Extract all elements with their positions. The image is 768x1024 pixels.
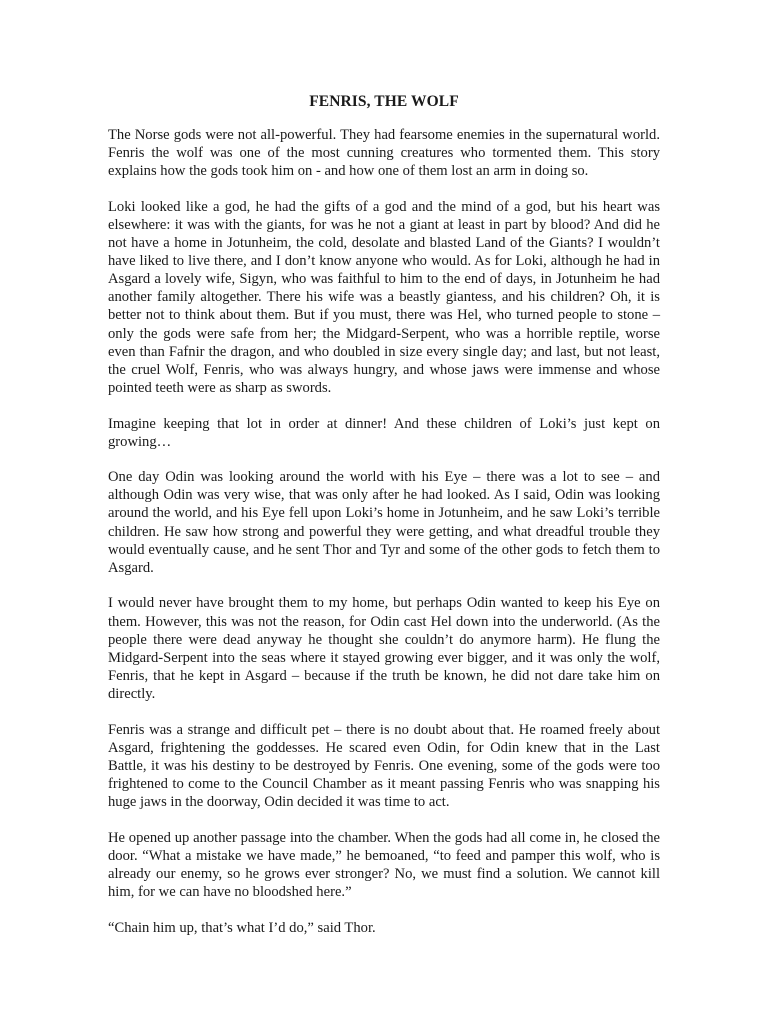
paragraph-2: Loki looked like a god, he had the gifts of a god and the mind of a god, but his heart was elsewhere: it was with the giants, for was he not a giant at least in part by blood? And did he not have a home in Jotunheim, the cold, desolate and blasted Land of the Giants? I wouldn’t have liked to live there, and I don’t know anyone who would. As for Loki, although he had in Asgard a lovely wife, Sigyn, who was faithful to him to the end of days, in Jotunheim he had another family altogether. There his wife was a beastly giantess, and his children? Oh, it is better not to think about them. But if you must, there was Hel, who turned people to stone – only the gods were safe from her; the Midgard-Serpent, who was a horrible reptile, worse even than Fafnir the dragon, and who doubled in size every single day; and last, but not least, the cruel Wolf, Fenris, who was always hungry, and whose jaws were immense and whose pointed teeth were as sharp as swords. — [108, 198, 660, 396]
paragraph-8: “Chain him up, that’s what I’d do,” said Thor. — [108, 919, 376, 936]
paragraph-5: I would never have brought them to my home, but perhaps Odin wanted to keep his Eye on them. However, this was not the reason, for Odin cast Hel down into the underworld. (As the people there were dead anyway he thought she couldn’t do anymore harm). He flung the Midgard-Serpent into the seas where it stayed growing ever bigger, and it was only the wolf, Fenris, that he kept in Asgard – because if the truth be known, he did not dare take him on directly. — [108, 595, 660, 702]
paragraph-1: The Norse gods were not all-powerful. They had fearsome enemies in the supernatural world. Fenris the wolf was one of the most cunning creatures who tormented them. This story explains how the gods took him on - and how one of them lost an arm in doing so. — [108, 127, 660, 180]
page-title: FENRIS, THE WOLF — [309, 93, 459, 110]
paragraph-7: He opened up another passage into the chamber. When the gods had all come in, he closed the door. “What a mistake we have made,” he bemoaned, “to feed and pamper this wolf, who is already our enemy, so he grows ever stronger? No, we must find a solution. We cannot kill him, for we can have no bloodshed here.” — [108, 829, 660, 900]
paragraph-4: One day Odin was looking around the world with his Eye – there was a lot to see – and although Odin was very wise, that was only after he had looked. As I said, Odin was looking around the world, and his Eye fell upon Loki’s home in Jotunheim, and he saw Loki’s terrible children. He saw how strong and powerful they were getting, and what dreadful trouble they would eventually cause, and he sent Thor and Tyr and some of the other gods to fetch them to Asgard. — [108, 469, 660, 576]
paragraph-6: Fenris was a strange and difficult pet – there is no doubt about that. He roamed freely about Asgard, frightening the goddesses. He scared even Odin, for Odin knew that in the Last Battle, it was his destiny to be destroyed by Fenris. One evening, some of the gods were too frightened to come to the Council Chamber as it meant passing Fenris who was snapping his huge jaws in the doorway, Odin decided it was time to act. — [108, 721, 660, 810]
paragraph-3: Imagine keeping that lot in order at dinner! And these children of Loki’s just kept on growing… — [108, 415, 660, 450]
